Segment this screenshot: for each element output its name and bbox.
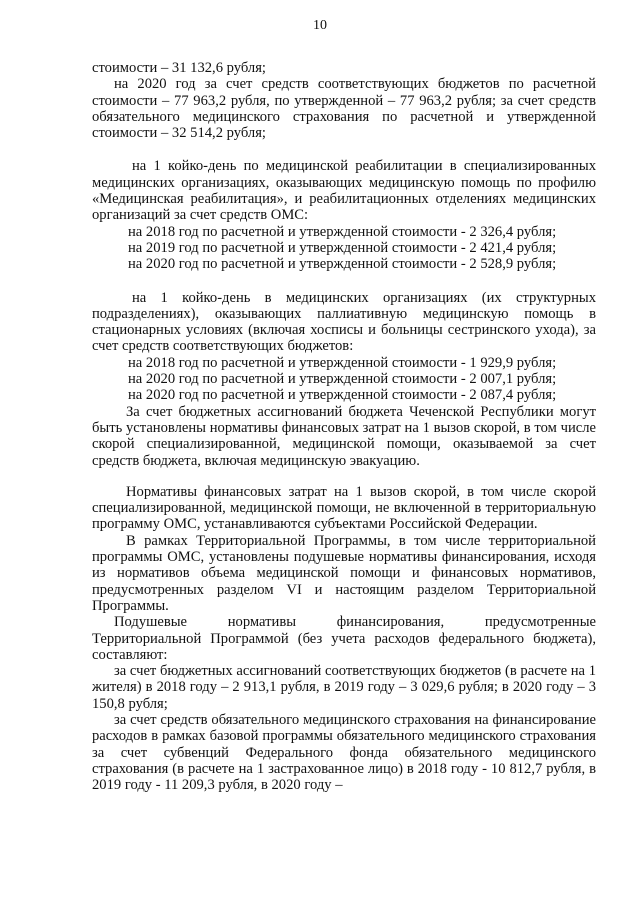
rate-rehab-2020: на 2020 год по расчетной и утвержденной стоимости - 2 528,9 рубля; — [128, 256, 557, 273]
paragraph-budget-allocations: за счет бюджетных ассигнований соответствующих бюджетов (в расчете на 1 жителя) в 2018 году – 2 913,1 рубля, в 2019 году – 3 029,6 рубля; в 2020 году – 3 150,8 рубля; — [92, 663, 596, 712]
rate-palliative-2020: на 2020 год по расчетной и утвержденной стоимости - 2 087,4 рубля; — [128, 387, 557, 404]
page-number: 10 — [313, 18, 327, 33]
paragraph-palliative: на 1 койко-день в медицинских организациях (их структурных подразделениях), оказывающих паллиативную медицинскую помощь в стационарных условиях (включая хосписы и больницы сестринского ухода), за счет средств соответствующих бюджетов: — [92, 289, 596, 355]
paragraph-oms-funds: за счет средств обязательного медицинского страхования на финансирование расходов в рамках базовой программы обязательного медицинского страхования за счет субвенций Федерального фонда обязательного медицинского страхования (в расчете на 1 застрахованное лицо) в 2018 году - 10 812,7 рубля, в 2019 году - 11 209,3 рубля, в 2020 году – — [92, 711, 596, 794]
rate-rehab-2018: на 2018 год по расчетной и утвержденной стоимости - 2 326,4 рубля; — [128, 223, 557, 240]
paragraph-1: стоимости – 31 132,6 рубля; — [92, 60, 266, 76]
paragraph-ambulance-norms: Нормативы финансовых затрат на 1 вызов скорой, в том числе скорой специализированной, медицинской помощи, не включенной в территориальную программу ОМС, устанавливаются субъектами Российской Федерации. — [92, 483, 596, 533]
paragraph-rehab: на 1 койко-день по медицинской реабилитации в специализированных медицинских организациях, оказывающих медицинскую помощь по профилю «Медицинская реабилитация», и реабилитационных отделениях медицинских организаций за счет средств ОМС: — [92, 158, 596, 224]
document-body — [92, 60, 596, 793]
rate-palliative-2018: на 2018 год по расчетной и утвержденной стоимости - 1 929,9 рубля; — [128, 354, 557, 371]
paragraph-per-capita: Подушевые нормативы финансирования, предусмотренные Территориальной Программой (без учета расходов федерального бюджета), составляют: — [92, 614, 596, 663]
rate-rehab-2019: на 2019 год по расчетной и утвержденной стоимости - 2 421,4 рубля; — [128, 239, 557, 256]
paragraph-chechen-budget: За счет бюджетных ассигнований бюджета Чеченской Республики могут быть установлены нормативы финансовых затрат на 1 вызов скорой, в том числе скорой специализированной, медицинской помощи, оказываемой за счет средств бюджета, включая медицинскую эвакуацию. — [92, 403, 596, 469]
paragraph-2: на 2020 год за счет средств соответствующих бюджетов по расчетной стоимости – 77 963,2 рубля, по утвержденной – 77 963,2 рубля; за счет средств обязательного медицинского страхования по расчетной и утвержденной стоимости – 32 514,2 рубля; — [92, 76, 596, 142]
paragraph-territorial-program: В рамках Территориальной Программы, в том числе территориальной программы ОМС, установлены подушевые нормативы финансирования, исходя из нормативов объема медицинской помощи и финансовых нормативов, предусмотренных разделом VI и настоящим разделом Территориальной Программы. — [92, 532, 596, 614]
rate-palliative-2019: на 2020 год по расчетной и утвержденной стоимости - 2 007,1 рубля; — [128, 371, 557, 388]
